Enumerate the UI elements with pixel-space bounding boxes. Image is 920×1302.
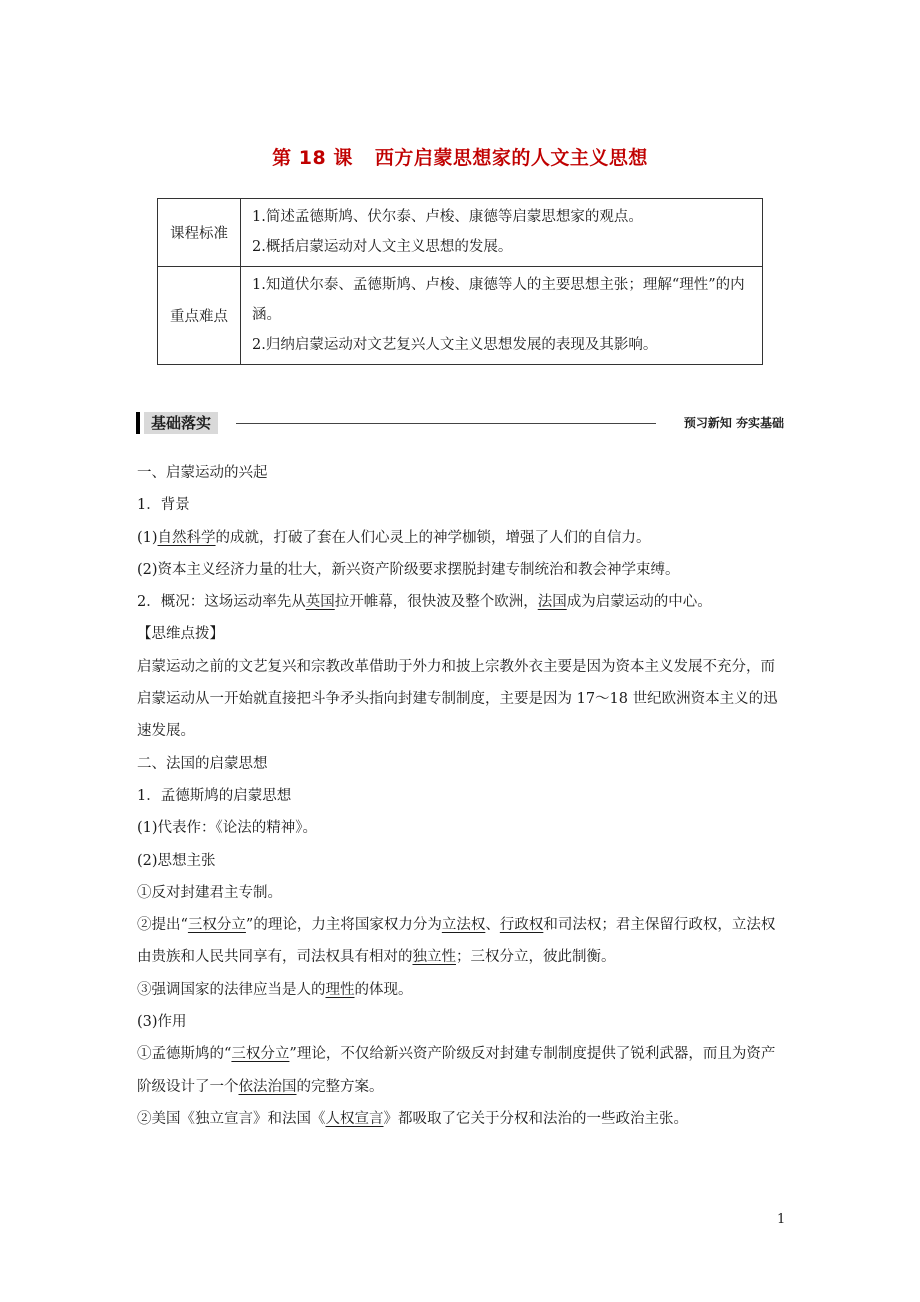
blank-answer: 依法治国 — [238, 1078, 297, 1095]
paragraph: (1)代表作：《论法的精神》。 — [137, 820, 318, 837]
standard-line: 2.概括启蒙运动对人文主义思想的发展。 — [252, 239, 513, 255]
page-number: 1 — [777, 1212, 786, 1227]
paragraph: (2)思想主张 — [137, 852, 216, 869]
paragraph: ②提出“三权分立”的理论，力主将国家权力分为立法权、行政权和司法权；君主保留行政权，立法权由贵族和人民共同享有，司法权具有相对的独立性；三权分立，彼此制衡。 — [137, 917, 776, 966]
row-head-standards: 课程标准 — [158, 199, 241, 267]
paragraph: (1)自然科学的成就，打破了套在人们心灵上的神学枷锁，增强了人们的自信力。 — [137, 529, 651, 546]
blank-answer: 三权分立 — [187, 917, 246, 934]
paragraph: ③强调国家的法律应当是人的理性的体现。 — [137, 981, 413, 998]
paragraph: (3)作用 — [137, 1014, 187, 1031]
keypoints-row — [158, 267, 763, 365]
paragraph: (2)资本主义经济力量的壮大，新兴资产阶级要求摆脱封建专制统治和教会神学束缚。 — [137, 561, 680, 578]
blank-answer: 英国 — [305, 594, 335, 611]
blank-answer: 法国 — [537, 594, 567, 611]
blank-answer: 独立性 — [412, 949, 456, 966]
row-head-keypoints: 重点难点 — [158, 267, 241, 365]
keypoint-line: 2.归纳启蒙运动对文艺复兴人文主义思想发展的表现及其影响。 — [252, 337, 658, 353]
section-header-bar — [136, 412, 140, 434]
lesson-number: 第 18 课 — [272, 147, 353, 169]
main-content — [137, 457, 785, 1135]
section-header-tag: 预习新知 夯实基础 — [683, 416, 784, 430]
standards-row — [158, 199, 763, 267]
blank-answer: 立法权 — [441, 917, 486, 934]
paragraph: ①反对封建君主专制。 — [137, 884, 282, 901]
row-body-standards — [241, 199, 763, 267]
row-body-keypoints — [241, 267, 763, 365]
paragraph: 2．概况：这场运动率先从英国拉开帷幕，很快波及整个欧洲，法国成为启蒙运动的中心。 — [137, 594, 712, 611]
blank-answer: 理性 — [325, 981, 355, 998]
blank-answer: 自然科学 — [157, 529, 216, 546]
section-header-rule — [236, 423, 656, 424]
tip-title: 【思维点拨】 — [137, 626, 224, 643]
tip-text: 启蒙运动之前的文艺复兴和宗教改革借助于外力和披上宗教外衣主要是因为资本主义发展不充分，而启蒙运动从一开始就直接把斗争矛头指向封建专制制度，主要是因为 17～18 世纪欧洲资本主义的迅速发展。 — [137, 658, 778, 740]
subheading: 1．孟德斯鸠的启蒙思想 — [137, 787, 292, 804]
section-header-label: 基础落实 — [144, 412, 218, 434]
standard-line: 1.简述孟德斯鸠、伏尔泰、卢梭、康德等启蒙思想家的观点。 — [252, 209, 643, 225]
section-heading: 二、法国的启蒙思想 — [137, 755, 268, 772]
blank-answer: 人权宣言 — [325, 1110, 384, 1127]
paragraph: ①孟德斯鸠的“三权分立”理论，不仅给新兴资产阶级反对封建专制制度提供了锐利武器，而且为资产阶级设计了一个依法治国的完整方案。 — [137, 1046, 776, 1095]
blank-answer: 行政权 — [499, 917, 544, 934]
section-header — [136, 410, 784, 436]
subheading: 1．背景 — [137, 497, 190, 514]
lesson-title — [0, 143, 920, 170]
blank-answer: 三权分立 — [231, 1046, 290, 1063]
section-heading: 一、启蒙运动的兴起 — [137, 465, 268, 481]
keypoint-line: 1.知道伏尔泰、孟德斯鸠、卢梭、康德等人的主要思想主张；理解“理性”的内涵。 — [252, 277, 745, 323]
paragraph: ②美国《独立宣言》和法国《人权宣言》都吸取了它关于分权和法治的一些政治主张。 — [137, 1110, 688, 1127]
lesson-topic: 西方启蒙思想家的人文主义思想 — [374, 147, 648, 169]
standards-table — [157, 198, 763, 365]
